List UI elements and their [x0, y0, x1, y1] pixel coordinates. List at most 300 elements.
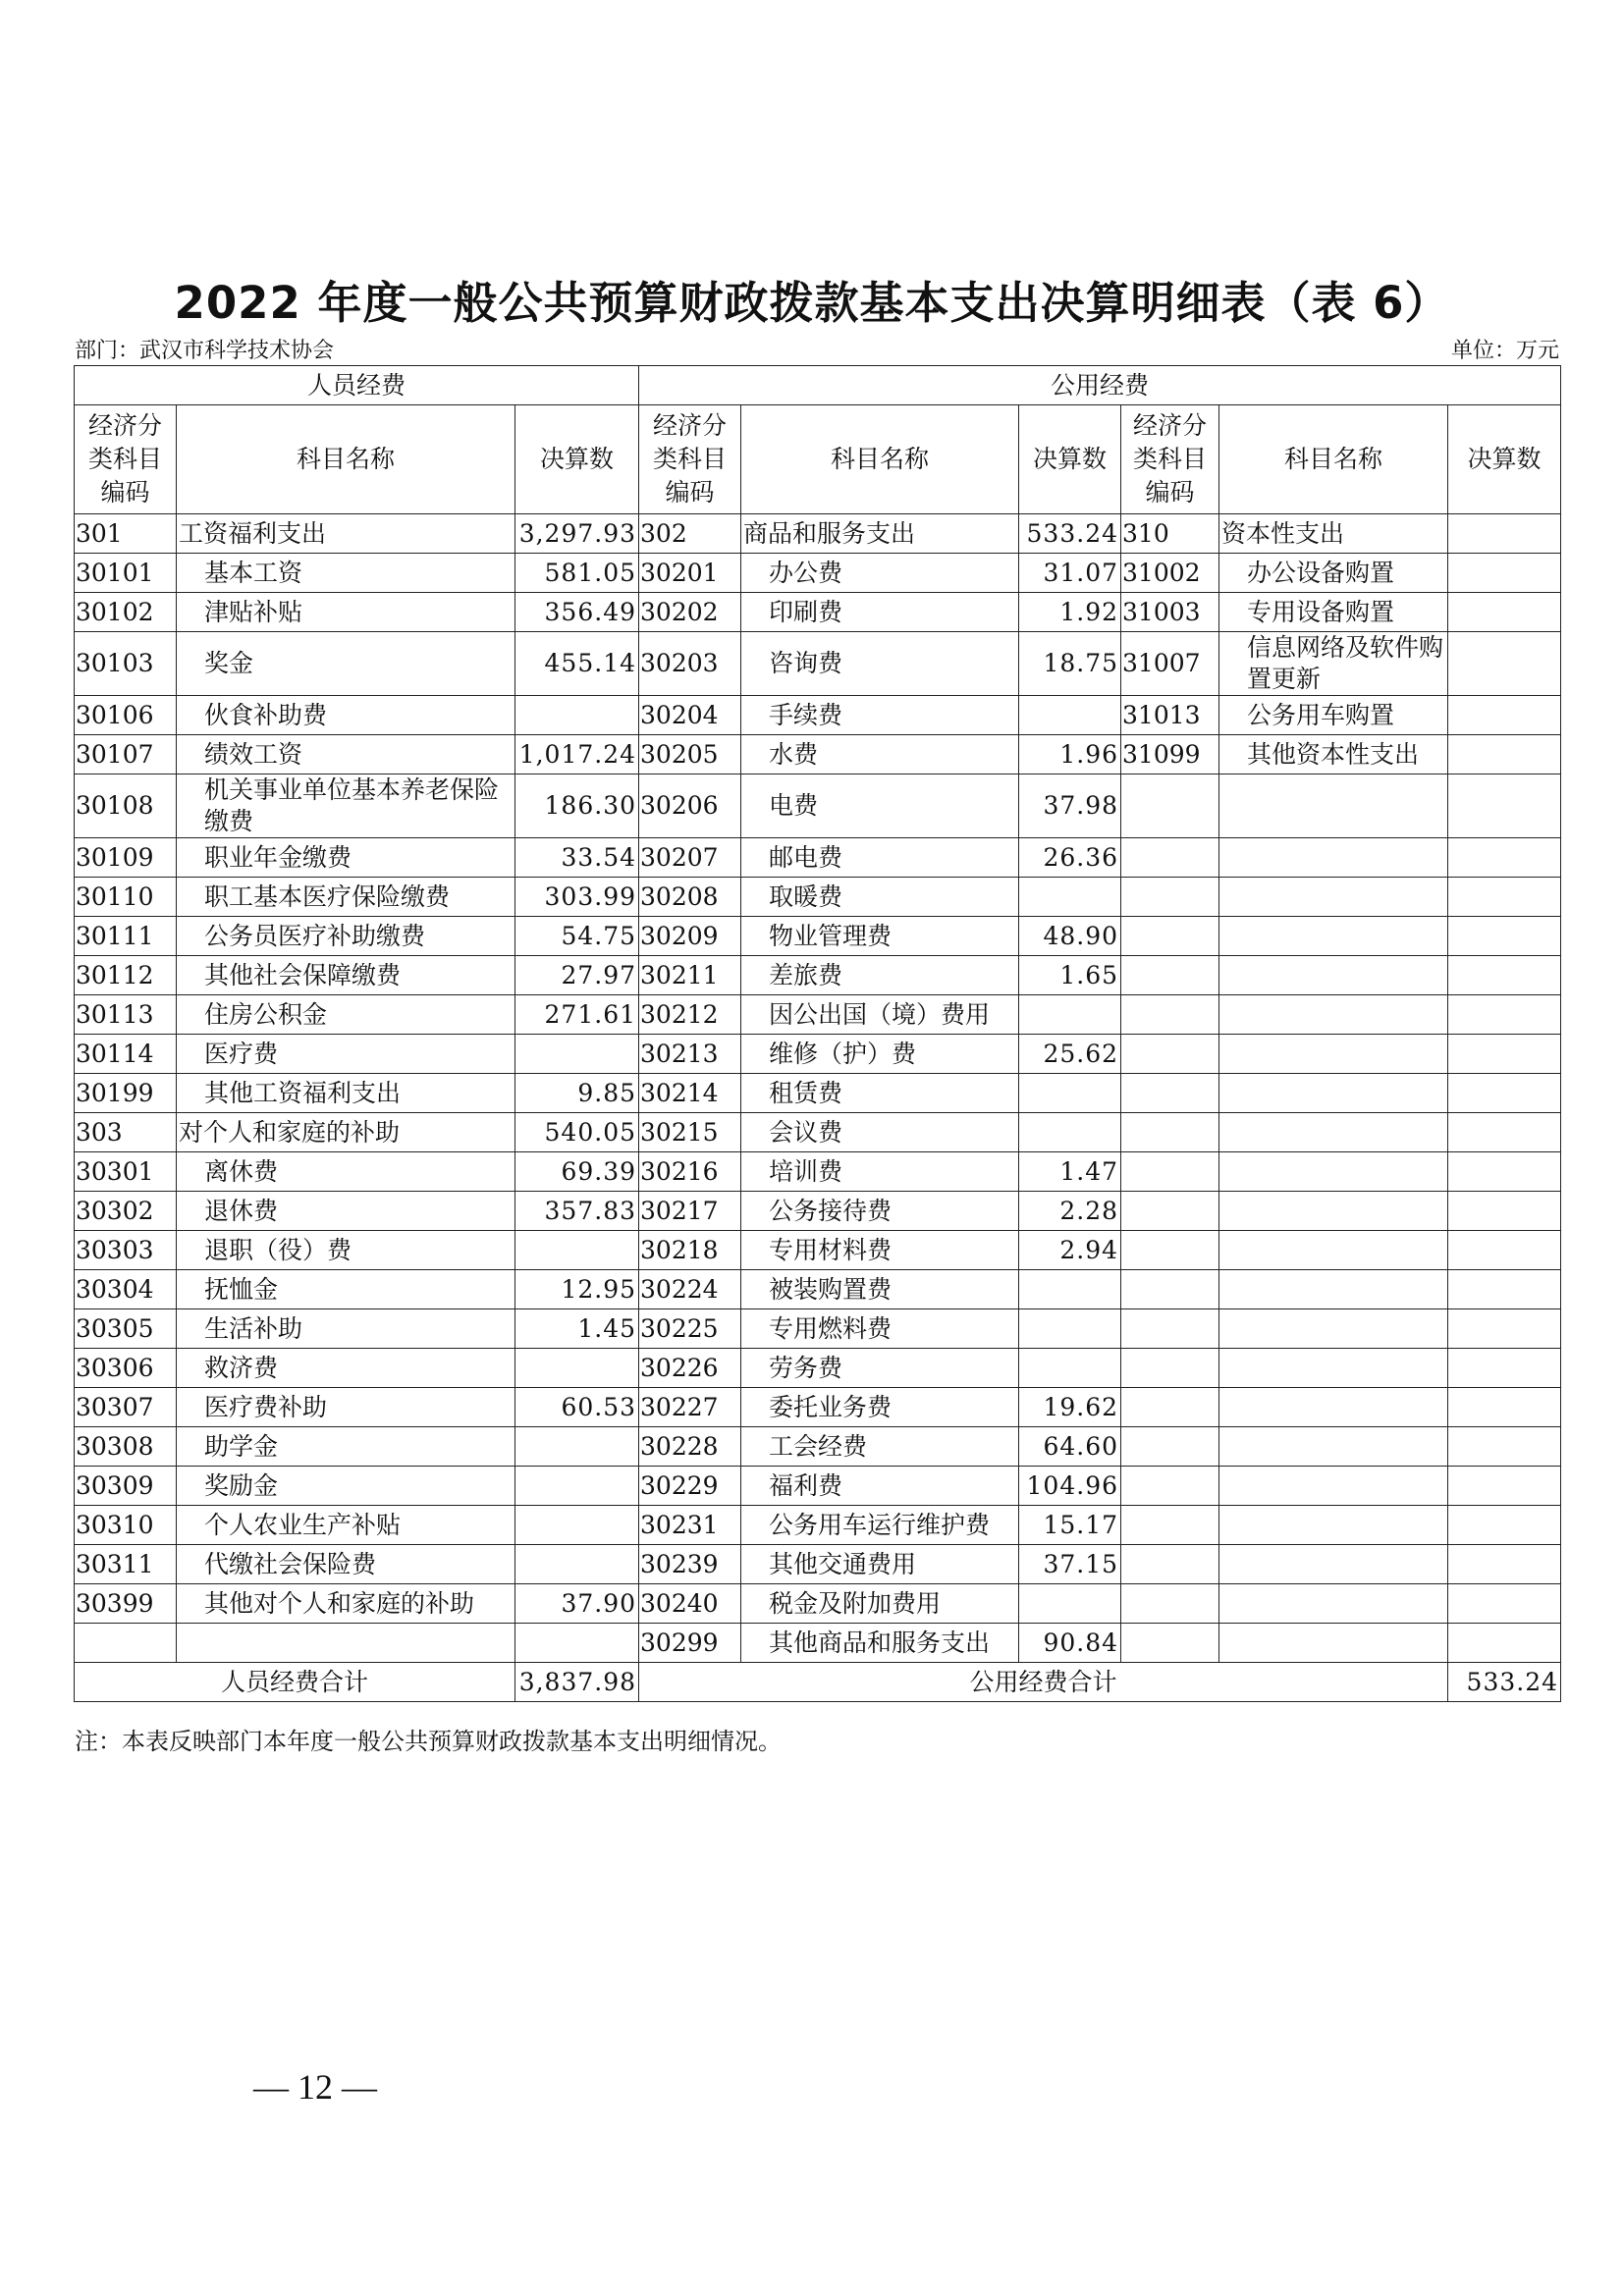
amount-cell: 1.96 [1019, 735, 1121, 774]
code-cell: 30103 [75, 632, 177, 696]
name-cell [1219, 1309, 1448, 1349]
amount-cell [1448, 1152, 1561, 1192]
name-cell: 退职（役）费 [177, 1231, 515, 1270]
amount-cell: 37.90 [515, 1584, 639, 1624]
amount-header: 决算数 [515, 405, 639, 514]
amount-cell [515, 1349, 639, 1388]
amount-cell [515, 1035, 639, 1074]
table-row [75, 878, 1561, 917]
code-cell [1121, 1074, 1219, 1113]
code-cell: 30218 [639, 1231, 741, 1270]
public-total-label: 公用经费合计 [639, 1663, 1448, 1702]
code-cell: 30215 [639, 1113, 741, 1152]
code-cell: 30306 [75, 1349, 177, 1388]
code-cell: 30299 [639, 1624, 741, 1663]
amount-cell [1448, 774, 1561, 838]
name-cell [1219, 1074, 1448, 1113]
code-cell: 31013 [1121, 696, 1219, 735]
name-cell [1219, 1624, 1448, 1663]
code-cell: 30203 [639, 632, 741, 696]
code-cell: 30208 [639, 878, 741, 917]
code-cell: 30106 [75, 696, 177, 735]
amount-cell [1448, 1584, 1561, 1624]
name-cell: 信息网络及软件购置更新 [1219, 632, 1448, 696]
code-cell [1121, 1192, 1219, 1231]
code-cell [1121, 995, 1219, 1035]
name-cell [1219, 1152, 1448, 1192]
code-cell: 30108 [75, 774, 177, 838]
name-cell [1219, 1467, 1448, 1506]
name-cell: 机关事业单位基本养老保险缴费 [177, 774, 515, 838]
code-cell [1121, 1624, 1219, 1663]
table-body [75, 514, 1561, 1663]
amount-cell [1448, 554, 1561, 593]
table-row [75, 735, 1561, 774]
amount-cell [1448, 956, 1561, 995]
name-cell [1219, 1113, 1448, 1152]
table-row [75, 956, 1561, 995]
amount-cell: 533.24 [1019, 514, 1121, 554]
amount-cell: 15.17 [1019, 1506, 1121, 1545]
table-row [75, 1035, 1561, 1074]
page-title: 2022 年度一般公共预算财政拨款基本支出决算明细表（表 6） [174, 277, 1450, 329]
amount-cell: 186.30 [515, 774, 639, 838]
amount-cell [1019, 696, 1121, 735]
amount-cell [515, 1427, 639, 1467]
amount-cell [1448, 514, 1561, 554]
code-cell [1121, 1388, 1219, 1427]
table-row [75, 774, 1561, 838]
public-total-value: 533.24 [1448, 1663, 1561, 1702]
name-cell [1219, 1545, 1448, 1584]
table-row [75, 917, 1561, 956]
code-cell [1121, 1427, 1219, 1467]
code-cell: 30399 [75, 1584, 177, 1624]
name-cell: 对个人和家庭的补助 [177, 1113, 515, 1152]
code-cell: 30202 [639, 593, 741, 632]
code-cell: 303 [75, 1113, 177, 1152]
name-cell [1219, 995, 1448, 1035]
amount-cell [1448, 1545, 1561, 1584]
code-cell: 302 [639, 514, 741, 554]
personnel-group-header: 人员经费 [75, 366, 639, 405]
amount-cell [1448, 735, 1561, 774]
amount-cell [1448, 917, 1561, 956]
table-row [75, 1192, 1561, 1231]
amount-cell [1448, 1074, 1561, 1113]
name-cell: 专用材料费 [741, 1231, 1019, 1270]
amount-cell: 33.54 [515, 838, 639, 878]
amount-header: 决算数 [1448, 405, 1561, 514]
code-cell: 30205 [639, 735, 741, 774]
code-header: 经济分类科目编码 [75, 405, 177, 514]
amount-cell: 19.62 [1019, 1388, 1121, 1427]
name-cell [1219, 1035, 1448, 1074]
amount-cell: 37.15 [1019, 1545, 1121, 1584]
name-cell: 奖励金 [177, 1467, 515, 1506]
name-cell: 印刷费 [741, 593, 1019, 632]
amount-cell [1448, 1192, 1561, 1231]
code-cell: 30302 [75, 1192, 177, 1231]
name-cell: 生活补助 [177, 1309, 515, 1349]
table-row [75, 1388, 1561, 1427]
name-cell: 福利费 [741, 1467, 1019, 1506]
name-cell: 伙食补助费 [177, 696, 515, 735]
department-label: 部门：武汉市科学技术协会 [75, 339, 335, 363]
table-row [75, 1113, 1561, 1152]
amount-cell [1019, 1113, 1121, 1152]
amount-cell [515, 1231, 639, 1270]
amount-cell [515, 1624, 639, 1663]
amount-cell: 9.85 [515, 1074, 639, 1113]
code-cell: 30225 [639, 1309, 741, 1349]
table-row [75, 1152, 1561, 1192]
code-cell [1121, 1467, 1219, 1506]
name-cell: 津贴补贴 [177, 593, 515, 632]
code-cell: 30211 [639, 956, 741, 995]
amount-cell [515, 1506, 639, 1545]
code-cell: 30307 [75, 1388, 177, 1427]
code-cell: 31003 [1121, 593, 1219, 632]
amount-cell [1448, 1624, 1561, 1663]
name-cell: 会议费 [741, 1113, 1019, 1152]
table-row [75, 1309, 1561, 1349]
table-row [75, 1427, 1561, 1467]
amount-cell [1448, 1309, 1561, 1349]
name-cell [1219, 1349, 1448, 1388]
name-cell: 救济费 [177, 1349, 515, 1388]
name-cell: 医疗费补助 [177, 1388, 515, 1427]
name-cell [1219, 1192, 1448, 1231]
amount-cell: 2.28 [1019, 1192, 1121, 1231]
name-cell: 商品和服务支出 [741, 514, 1019, 554]
code-cell [1121, 1349, 1219, 1388]
table-row [75, 1506, 1561, 1545]
amount-cell: 581.05 [515, 554, 639, 593]
name-cell: 工资福利支出 [177, 514, 515, 554]
amount-cell [1448, 1231, 1561, 1270]
amount-cell: 1,017.24 [515, 735, 639, 774]
amount-cell [1019, 1309, 1121, 1349]
code-cell: 301 [75, 514, 177, 554]
name-cell: 办公费 [741, 554, 1019, 593]
amount-cell: 1.65 [1019, 956, 1121, 995]
name-cell: 代缴社会保险费 [177, 1545, 515, 1584]
code-cell: 30199 [75, 1074, 177, 1113]
code-cell: 30107 [75, 735, 177, 774]
amount-cell: 90.84 [1019, 1624, 1121, 1663]
name-cell: 公务用车运行维护费 [741, 1506, 1019, 1545]
code-cell: 30207 [639, 838, 741, 878]
amount-cell [515, 696, 639, 735]
amount-cell: 356.49 [515, 593, 639, 632]
code-cell: 30112 [75, 956, 177, 995]
code-cell: 30309 [75, 1467, 177, 1506]
code-cell: 30310 [75, 1506, 177, 1545]
name-cell [1219, 1388, 1448, 1427]
code-cell: 30216 [639, 1152, 741, 1192]
name-cell: 差旅费 [741, 956, 1019, 995]
code-cell [1121, 1152, 1219, 1192]
name-cell: 资本性支出 [1219, 514, 1448, 554]
code-cell [1121, 1545, 1219, 1584]
code-cell [1121, 1035, 1219, 1074]
name-cell: 离休费 [177, 1152, 515, 1192]
name-cell [1219, 1584, 1448, 1624]
budget-detail-table [74, 365, 1561, 1702]
name-cell: 维修（护）费 [741, 1035, 1019, 1074]
code-cell: 30206 [639, 774, 741, 838]
name-cell: 住房公积金 [177, 995, 515, 1035]
amount-cell: 69.39 [515, 1152, 639, 1192]
table-row [75, 1349, 1561, 1388]
code-cell: 30239 [639, 1545, 741, 1584]
code-cell: 31099 [1121, 735, 1219, 774]
name-cell: 绩效工资 [177, 735, 515, 774]
amount-header: 决算数 [1019, 405, 1121, 514]
name-cell: 取暖费 [741, 878, 1019, 917]
name-cell: 公务员医疗补助缴费 [177, 917, 515, 956]
code-cell: 30303 [75, 1231, 177, 1270]
amount-cell [1448, 1506, 1561, 1545]
amount-cell: 31.07 [1019, 554, 1121, 593]
name-cell [1219, 774, 1448, 838]
amount-cell: 357.83 [515, 1192, 639, 1231]
amount-cell [1448, 1035, 1561, 1074]
name-cell: 医疗费 [177, 1035, 515, 1074]
name-cell: 物业管理费 [741, 917, 1019, 956]
amount-cell [1019, 1074, 1121, 1113]
amount-cell: 104.96 [1019, 1467, 1121, 1506]
code-cell [1121, 1113, 1219, 1152]
public-group-header: 公用经费 [639, 366, 1561, 405]
name-cell: 个人农业生产补贴 [177, 1506, 515, 1545]
amount-cell [1019, 1349, 1121, 1388]
code-cell: 30204 [639, 696, 741, 735]
name-cell: 其他资本性支出 [1219, 735, 1448, 774]
code-cell: 30217 [639, 1192, 741, 1231]
code-cell: 30229 [639, 1467, 741, 1506]
name-cell [1219, 1270, 1448, 1309]
amount-cell: 54.75 [515, 917, 639, 956]
table-row [75, 1545, 1561, 1584]
table-row [75, 1074, 1561, 1113]
name-header: 科目名称 [177, 405, 515, 514]
amount-cell [1448, 1427, 1561, 1467]
amount-cell [1448, 593, 1561, 632]
name-cell: 工会经费 [741, 1427, 1019, 1467]
code-cell: 30201 [639, 554, 741, 593]
amount-cell [1448, 1388, 1561, 1427]
name-cell [1219, 1506, 1448, 1545]
code-cell [1121, 1231, 1219, 1270]
code-cell [1121, 774, 1219, 838]
name-cell: 咨询费 [741, 632, 1019, 696]
amount-cell: 540.05 [515, 1113, 639, 1152]
name-cell: 基本工资 [177, 554, 515, 593]
code-cell: 30231 [639, 1506, 741, 1545]
code-cell: 30212 [639, 995, 741, 1035]
name-cell [1219, 838, 1448, 878]
code-cell: 30305 [75, 1309, 177, 1349]
name-cell: 奖金 [177, 632, 515, 696]
unit-label: 单位：万元 [1450, 339, 1559, 363]
name-cell: 其他社会保障缴费 [177, 956, 515, 995]
code-header: 经济分类科目编码 [639, 405, 741, 514]
amount-cell: 1.47 [1019, 1152, 1121, 1192]
amount-cell: 64.60 [1019, 1427, 1121, 1467]
amount-cell [1019, 1270, 1121, 1309]
table-row [75, 632, 1561, 696]
amount-cell [1019, 878, 1121, 917]
amount-cell [515, 1545, 639, 1584]
name-cell: 委托业务费 [741, 1388, 1019, 1427]
code-cell: 30227 [639, 1388, 741, 1427]
code-cell: 30213 [639, 1035, 741, 1074]
name-cell: 劳务费 [741, 1349, 1019, 1388]
code-cell: 30101 [75, 554, 177, 593]
name-cell: 专用燃料费 [741, 1309, 1019, 1349]
name-cell: 职业年金缴费 [177, 838, 515, 878]
amount-cell [1019, 995, 1121, 1035]
name-cell: 税金及附加费用 [741, 1584, 1019, 1624]
name-cell: 公务接待费 [741, 1192, 1019, 1231]
code-cell: 30110 [75, 878, 177, 917]
amount-cell [1448, 1270, 1561, 1309]
amount-cell: 303.99 [515, 878, 639, 917]
amount-cell: 37.98 [1019, 774, 1121, 838]
table-row [75, 696, 1561, 735]
amount-cell: 1.92 [1019, 593, 1121, 632]
name-cell: 其他对个人和家庭的补助 [177, 1584, 515, 1624]
code-cell: 30311 [75, 1545, 177, 1584]
table-row [75, 838, 1561, 878]
name-cell: 公务用车购置 [1219, 696, 1448, 735]
amount-cell [515, 1467, 639, 1506]
amount-cell [1448, 696, 1561, 735]
name-cell [1219, 917, 1448, 956]
amount-cell: 3,297.93 [515, 514, 639, 554]
code-cell: 30301 [75, 1152, 177, 1192]
code-cell: 30111 [75, 917, 177, 956]
name-cell [1219, 878, 1448, 917]
name-cell [1219, 1231, 1448, 1270]
code-cell [1121, 1309, 1219, 1349]
name-cell: 退休费 [177, 1192, 515, 1231]
name-cell: 水费 [741, 735, 1019, 774]
amount-cell: 455.14 [515, 632, 639, 696]
amount-cell [1448, 1349, 1561, 1388]
table-row [75, 1624, 1561, 1663]
table-row [75, 1467, 1561, 1506]
code-cell [1121, 838, 1219, 878]
name-cell: 邮电费 [741, 838, 1019, 878]
name-cell [1219, 1427, 1448, 1467]
amount-cell: 60.53 [515, 1388, 639, 1427]
name-cell: 办公设备购置 [1219, 554, 1448, 593]
table-row [75, 554, 1561, 593]
code-cell [1121, 1584, 1219, 1624]
amount-cell [1448, 878, 1561, 917]
name-cell: 因公出国（境）费用 [741, 995, 1019, 1035]
amount-cell [1448, 1467, 1561, 1506]
page-number: — 12 — [253, 2067, 377, 2107]
table-row [75, 1270, 1561, 1309]
amount-cell: 18.75 [1019, 632, 1121, 696]
code-cell [1121, 917, 1219, 956]
name-cell: 培训费 [741, 1152, 1019, 1192]
amount-cell: 271.61 [515, 995, 639, 1035]
table-row [75, 995, 1561, 1035]
code-header: 经济分类科目编码 [1121, 405, 1219, 514]
code-cell: 30209 [639, 917, 741, 956]
code-cell: 30102 [75, 593, 177, 632]
code-cell: 30109 [75, 838, 177, 878]
table-row [75, 514, 1561, 554]
name-cell: 手续费 [741, 696, 1019, 735]
code-cell: 310 [1121, 514, 1219, 554]
code-cell: 30113 [75, 995, 177, 1035]
code-cell: 30228 [639, 1427, 741, 1467]
name-cell: 专用设备购置 [1219, 593, 1448, 632]
amount-cell: 27.97 [515, 956, 639, 995]
amount-cell [1448, 1113, 1561, 1152]
amount-cell [1019, 1584, 1121, 1624]
code-cell: 30114 [75, 1035, 177, 1074]
code-cell [75, 1624, 177, 1663]
amount-cell [1448, 632, 1561, 696]
name-cell: 电费 [741, 774, 1019, 838]
amount-cell: 26.36 [1019, 838, 1121, 878]
name-cell: 租赁费 [741, 1074, 1019, 1113]
code-cell: 30304 [75, 1270, 177, 1309]
amount-cell: 25.62 [1019, 1035, 1121, 1074]
name-cell: 被装购置费 [741, 1270, 1019, 1309]
code-cell: 30240 [639, 1584, 741, 1624]
code-cell [1121, 878, 1219, 917]
name-cell: 其他交通费用 [741, 1545, 1019, 1584]
table-row [75, 593, 1561, 632]
name-cell: 助学金 [177, 1427, 515, 1467]
personnel-total-label: 人员经费合计 [75, 1663, 515, 1702]
table-row [75, 1584, 1561, 1624]
amount-cell: 2.94 [1019, 1231, 1121, 1270]
name-cell [177, 1624, 515, 1663]
code-cell: 30226 [639, 1349, 741, 1388]
name-header: 科目名称 [1219, 405, 1448, 514]
name-cell: 职工基本医疗保险缴费 [177, 878, 515, 917]
name-cell: 其他工资福利支出 [177, 1074, 515, 1113]
name-cell: 抚恤金 [177, 1270, 515, 1309]
personnel-total-value: 3,837.98 [515, 1663, 639, 1702]
name-header: 科目名称 [741, 405, 1019, 514]
code-cell [1121, 1270, 1219, 1309]
amount-cell: 12.95 [515, 1270, 639, 1309]
amount-cell: 1.45 [515, 1309, 639, 1349]
name-cell [1219, 956, 1448, 995]
code-cell: 30308 [75, 1427, 177, 1467]
table-row [75, 1231, 1561, 1270]
name-cell: 其他商品和服务支出 [741, 1624, 1019, 1663]
amount-cell: 48.90 [1019, 917, 1121, 956]
code-cell: 31007 [1121, 632, 1219, 696]
amount-cell [1448, 838, 1561, 878]
code-cell: 30214 [639, 1074, 741, 1113]
code-cell [1121, 956, 1219, 995]
amount-cell [1448, 995, 1561, 1035]
code-cell: 30224 [639, 1270, 741, 1309]
table-note: 注：本表反映部门本年度一般公共预算财政拨款基本支出明细情况。 [75, 1728, 782, 1755]
